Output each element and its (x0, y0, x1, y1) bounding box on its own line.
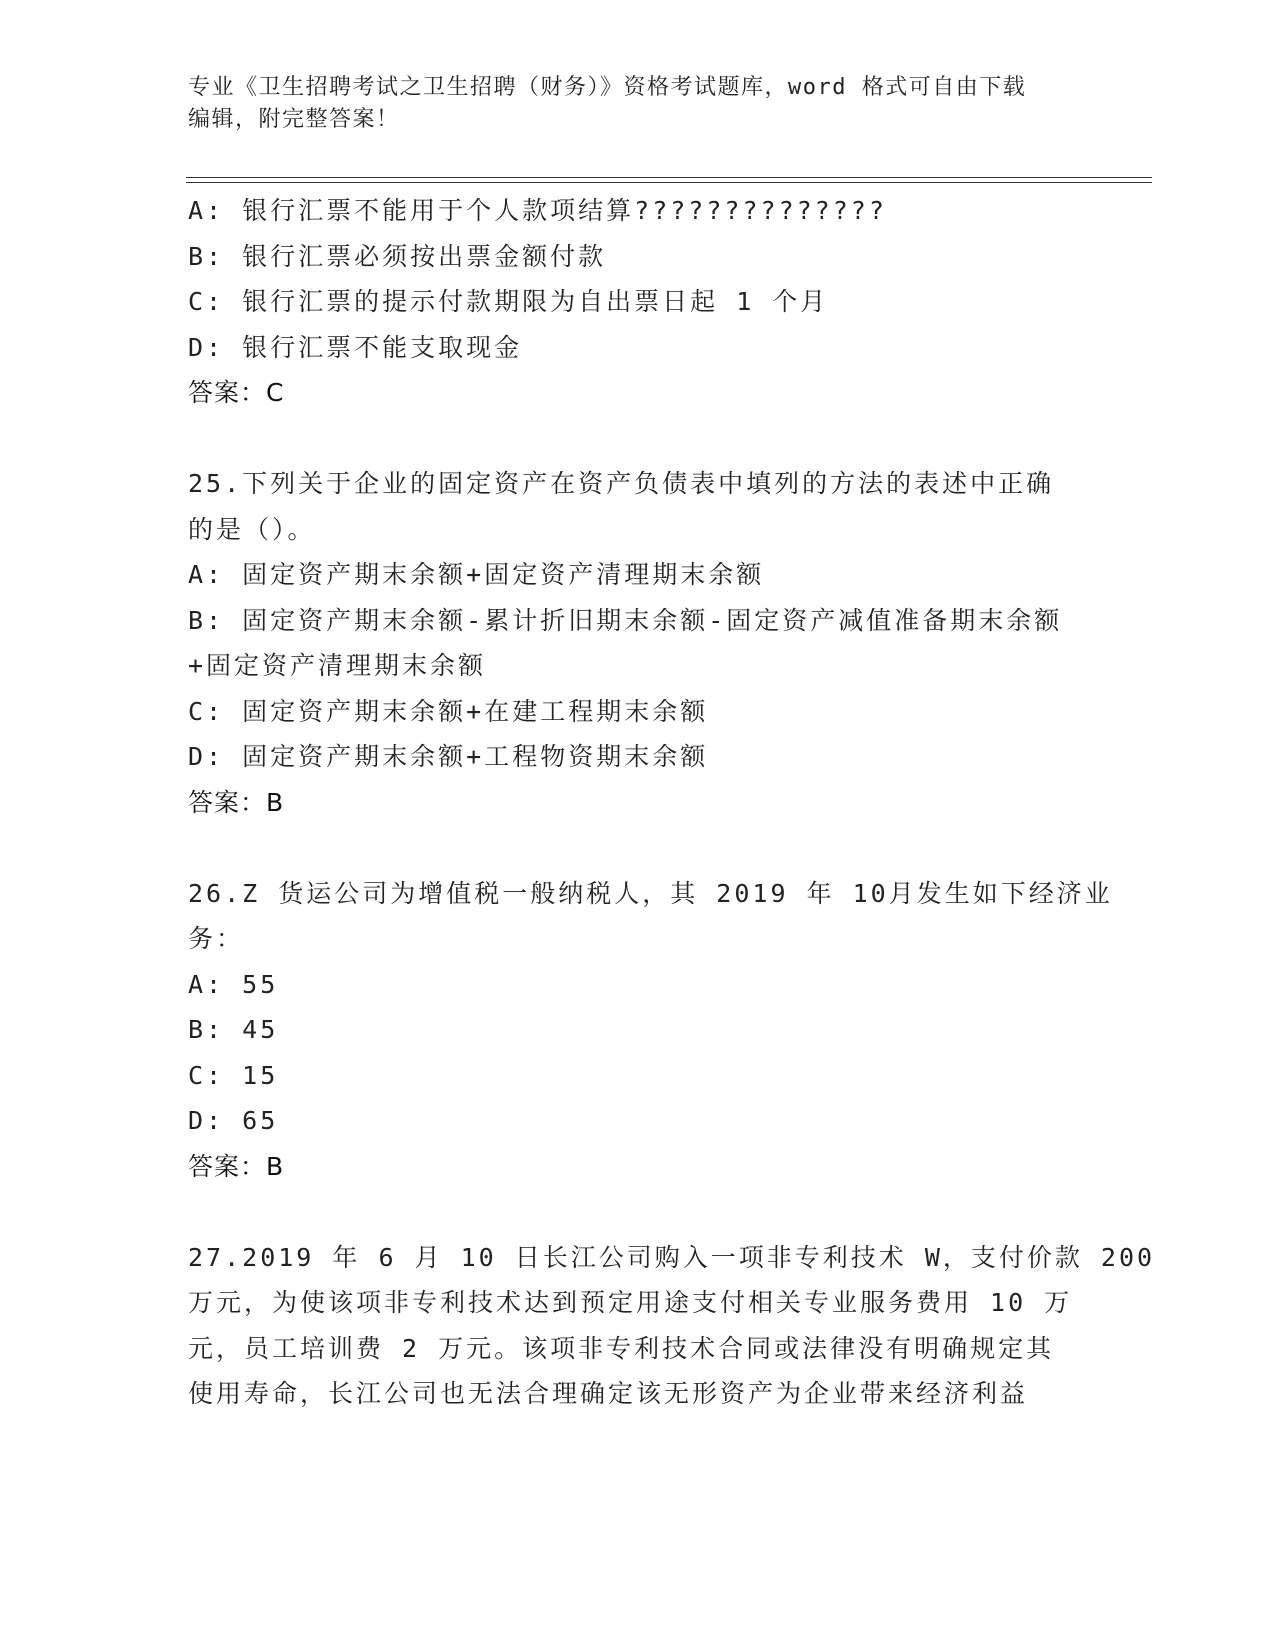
option-c: C: 银行汇票的提示付款期限为自出票日起 1 个月 (188, 287, 829, 316)
document-header (188, 72, 1088, 136)
option-a: A: 银行汇票不能用于个人款项结算?????????????? (188, 196, 887, 225)
header-rule-bottom (186, 182, 1152, 183)
option-d: D: 固定资产期末余额+工程物资期末余额 (188, 742, 709, 771)
question-stem: 的是（）。 (188, 514, 316, 544)
option-b: B: 45 (188, 1015, 279, 1044)
question-stem: 26.Z 货运公司为增值税一般纳税人，其 2019 年 10月发生如下经济业 (188, 878, 1113, 908)
spacer (188, 416, 1088, 462)
question-26 (188, 871, 1113, 1190)
option-a: A: 55 (188, 969, 279, 999)
question-stem: 27.2019 年 6 月 10 日长江公司购入一项非专利技术 W，支付价款 200 (188, 1242, 1156, 1272)
question-stem: 25.下列关于企业的固定资产在资产负债表中填列的方法的表述中正确 (188, 469, 1055, 498)
question-stem: 万元，为使该项非专利技术达到预定用途支付相关专业服务费用 10 万 (188, 1288, 1073, 1317)
header-line-2: 编辑，附完整答案！ (188, 107, 400, 132)
header-rule-top (186, 177, 1152, 178)
question-stem: 使用寿命，长江公司也无法合理确定该无形资产为企业带来经济利益 (188, 1379, 1029, 1408)
option-d: D: 65 (188, 1106, 279, 1135)
option-b-continued: +固定资产清理期末余额 (188, 651, 487, 680)
question-27 (188, 1235, 1156, 1417)
option-a: A: 固定资产期末余额+固定资产清理期末余额 (188, 560, 765, 589)
question-stem: 元，员工培训费 2 万元。该项非专利技术合同或法律没有明确规定其 (188, 1333, 1055, 1363)
spacer (188, 825, 1088, 871)
answer: 答案：C (188, 378, 285, 407)
question-24 (188, 188, 1088, 416)
option-d: D: 银行汇票不能支取现金 (188, 332, 523, 362)
spacer (188, 1189, 1088, 1235)
option-b: B: 固定资产期末余额-累计折旧期末余额-固定资产减值准备期末余额 (188, 605, 1063, 635)
header-line-1: 专业《卫生招聘考试之卫生招聘（财务）》资格考试题库，word 格式可自由下载 (188, 75, 1027, 100)
option-b: B: 银行汇票必须按出票金额付款 (188, 241, 607, 271)
question-25 (188, 461, 1088, 825)
answer: 答案：B (188, 787, 285, 817)
question-content (188, 188, 1156, 1417)
option-c: C: 15 (188, 1060, 279, 1090)
answer: 答案：B (188, 1151, 285, 1181)
option-c: C: 固定资产期末余额+在建工程期末余额 (188, 696, 709, 726)
question-stem: 务： (188, 924, 245, 953)
